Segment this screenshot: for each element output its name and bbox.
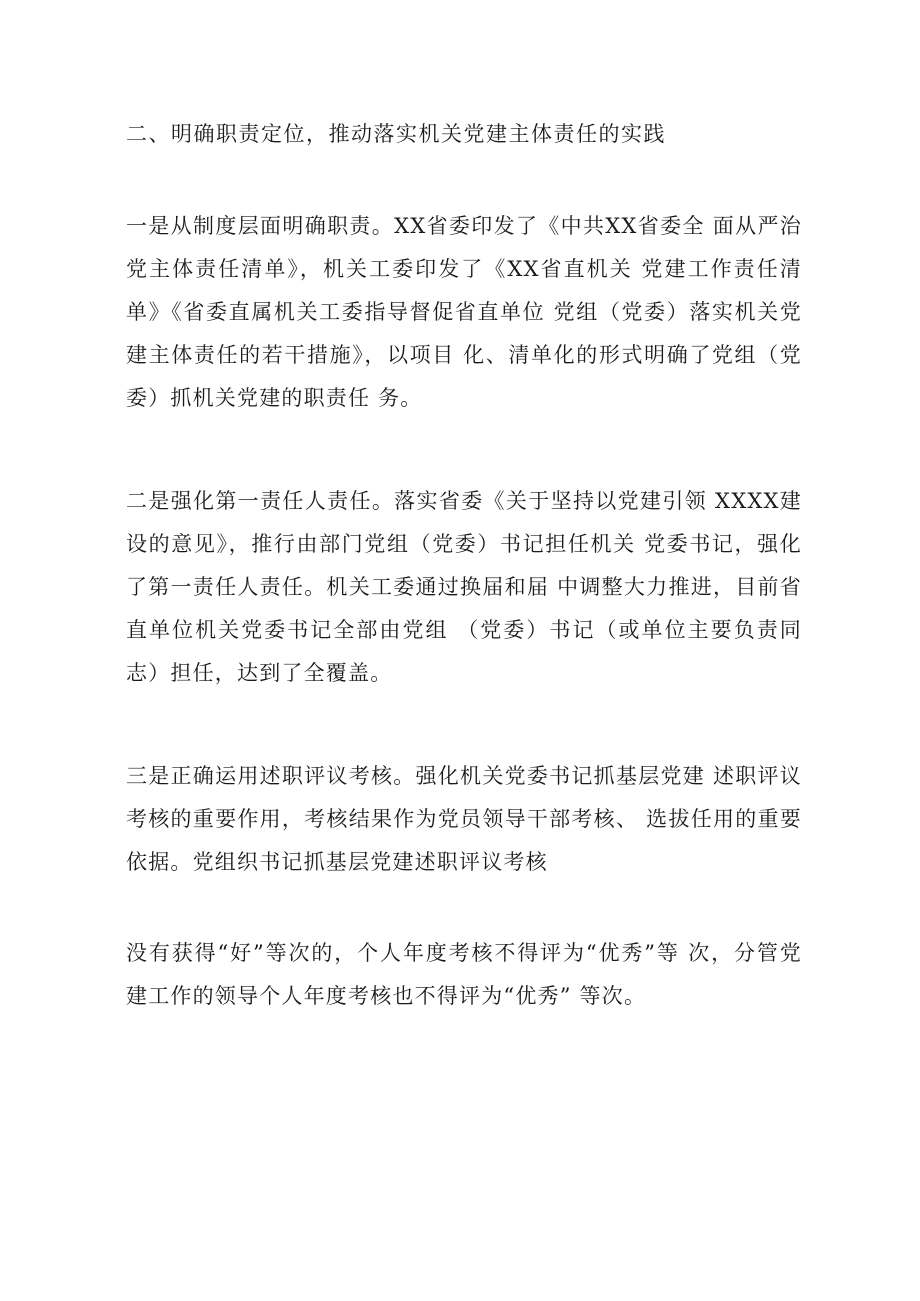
paragraph-performance-review: 三是正确运用述职评议考核。强化机关党委书记抓基层党建 述职评议考核的重要作用，考核结果作为党员领导干部考核、 选拔任用的重要依据。党组织书记抓基层党建述职评议考核 [126,764,802,874]
spacer [126,695,802,755]
paragraph-first-responsible-person: 二是强化第一责任人责任。落实省委《关于坚持以党建引领 XXXX建设的意见》，推行由部门党组（党委）书记担任机关 党委书记，强化了第一责任人责任。机关工委通过换届和届 中调整大力推进，目前省直单位机关党委书记全部由党组 （党委）书记（或单位主要负责同志）担任，达到了全覆盖。 [126,489,802,685]
spacer [126,884,802,932]
paragraph-institutional-responsibility: 一是从制度层面明确职责。XX省委印发了《中共XX省委全 面从严治党主体责任清单》，机关工委印发了《XX省直机关 党建工作责任清单》《省委直属机关工委指导督促省直单位 党组（党委）落实机关党建主体责任的若干措施》，以项目 化、清单化的形式明确了党组（党委）抓机关党建的职责任 务。 [126,214,802,410]
document-body [126,115,802,1018]
spacer [126,420,802,480]
spacer [126,153,802,205]
section-heading: 二、明确职责定位，推动落实机关党建主体责任的实践 [126,122,666,146]
paragraph-review-consequences: 没有获得“好”等次的，个人年度考核不得评为“优秀”等 次，分管党建工作的领导个人年度考核也不得评为“优秀” 等次。 [126,941,802,1008]
